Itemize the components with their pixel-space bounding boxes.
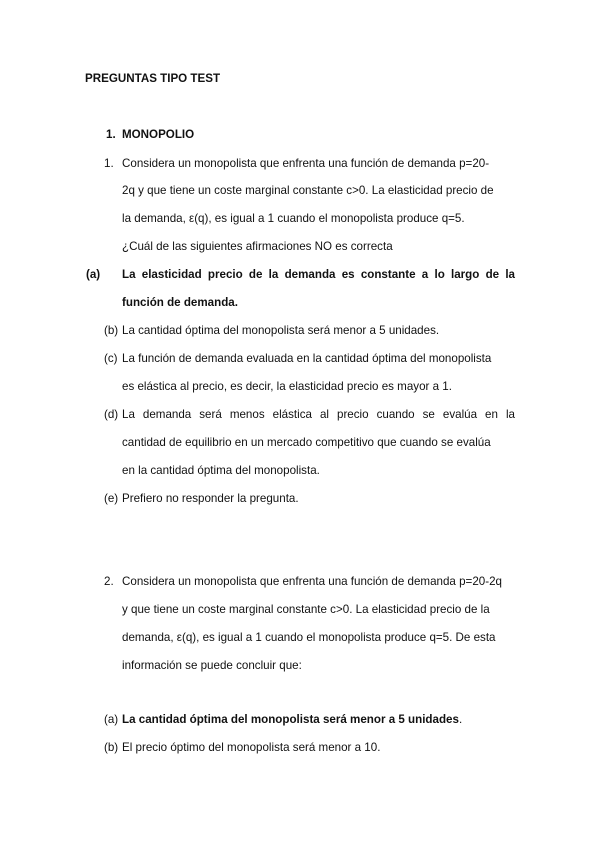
q1-option-c-text: es elástica al precio, es decir, la elasticidad precio es mayor a 1. xyxy=(122,380,452,393)
q1-option-e-text: Prefiero no responder la pregunta. xyxy=(122,492,299,505)
q2-option-a-text: La cantidad óptima del monopolista será menor a 5 unidades xyxy=(122,713,459,726)
question-2-text-line: demanda, ε(q), es igual a 1 cuando el monopolista produce q=5. De esta xyxy=(122,631,496,644)
q1-option-a-text: La elasticidad precio de la demanda es constante a lo largo de la xyxy=(122,268,515,281)
section-number: 1. xyxy=(106,128,116,141)
q1-option-b-label: (b) xyxy=(104,324,119,337)
question-2-text-line: y que tiene un coste marginal constante c>0. La elasticidad precio de la xyxy=(122,603,490,616)
question-1-text-line: Considera un monopolista que enfrenta una función de demanda p=20- xyxy=(122,157,490,170)
q2-option-b-text: El precio óptimo del monopolista será menor a 10. xyxy=(122,741,381,754)
question-1-text-line: 2q y que tiene un coste marginal constante c>0. La elasticidad precio de xyxy=(122,184,494,197)
q2-option-a-line xyxy=(122,713,462,727)
q1-option-d-text: cantidad de equilibrio en un mercado competitivo que cuando se evalúa xyxy=(122,436,491,449)
q1-option-d-text: La demanda será menos elástica al precio cuando se evalúa en la xyxy=(122,408,515,421)
q1-option-a-text: función de demanda. xyxy=(122,296,238,309)
q2-option-a-trailing-period: . xyxy=(458,713,463,726)
q1-option-b-text: La cantidad óptima del monopolista será menor a 5 unidades. xyxy=(122,324,440,337)
question-2-number: 2. xyxy=(104,575,114,588)
q2-option-a-label: (a) xyxy=(104,713,119,726)
page-heading: PREGUNTAS TIPO TEST xyxy=(85,72,221,85)
question-1-text-line: la demanda, ε(q), es igual a 1 cuando el monopolista produce q=5. xyxy=(122,212,465,225)
q1-option-c-text: La función de demanda evaluada en la cantidad óptima del monopolista xyxy=(122,352,492,365)
q1-option-d-label: (d) xyxy=(104,408,119,421)
q2-option-b-label: (b) xyxy=(104,741,119,754)
question-1-text-line: ¿Cuál de las siguientes afirmaciones NO es correcta xyxy=(122,240,393,253)
question-2-text-line: información se puede concluir que: xyxy=(122,659,302,672)
question-2-text-line: Considera un monopolista que enfrenta una función de demanda p=20-2q xyxy=(122,575,502,588)
question-1-number: 1. xyxy=(104,157,114,170)
q1-option-c-label: (c) xyxy=(104,352,118,365)
section-title: MONOPOLIO xyxy=(122,128,195,141)
q1-option-e-label: (e) xyxy=(104,492,119,505)
q1-option-d-text: en la cantidad óptima del monopolista. xyxy=(122,464,320,477)
q1-option-a-label: (a) xyxy=(86,268,101,281)
